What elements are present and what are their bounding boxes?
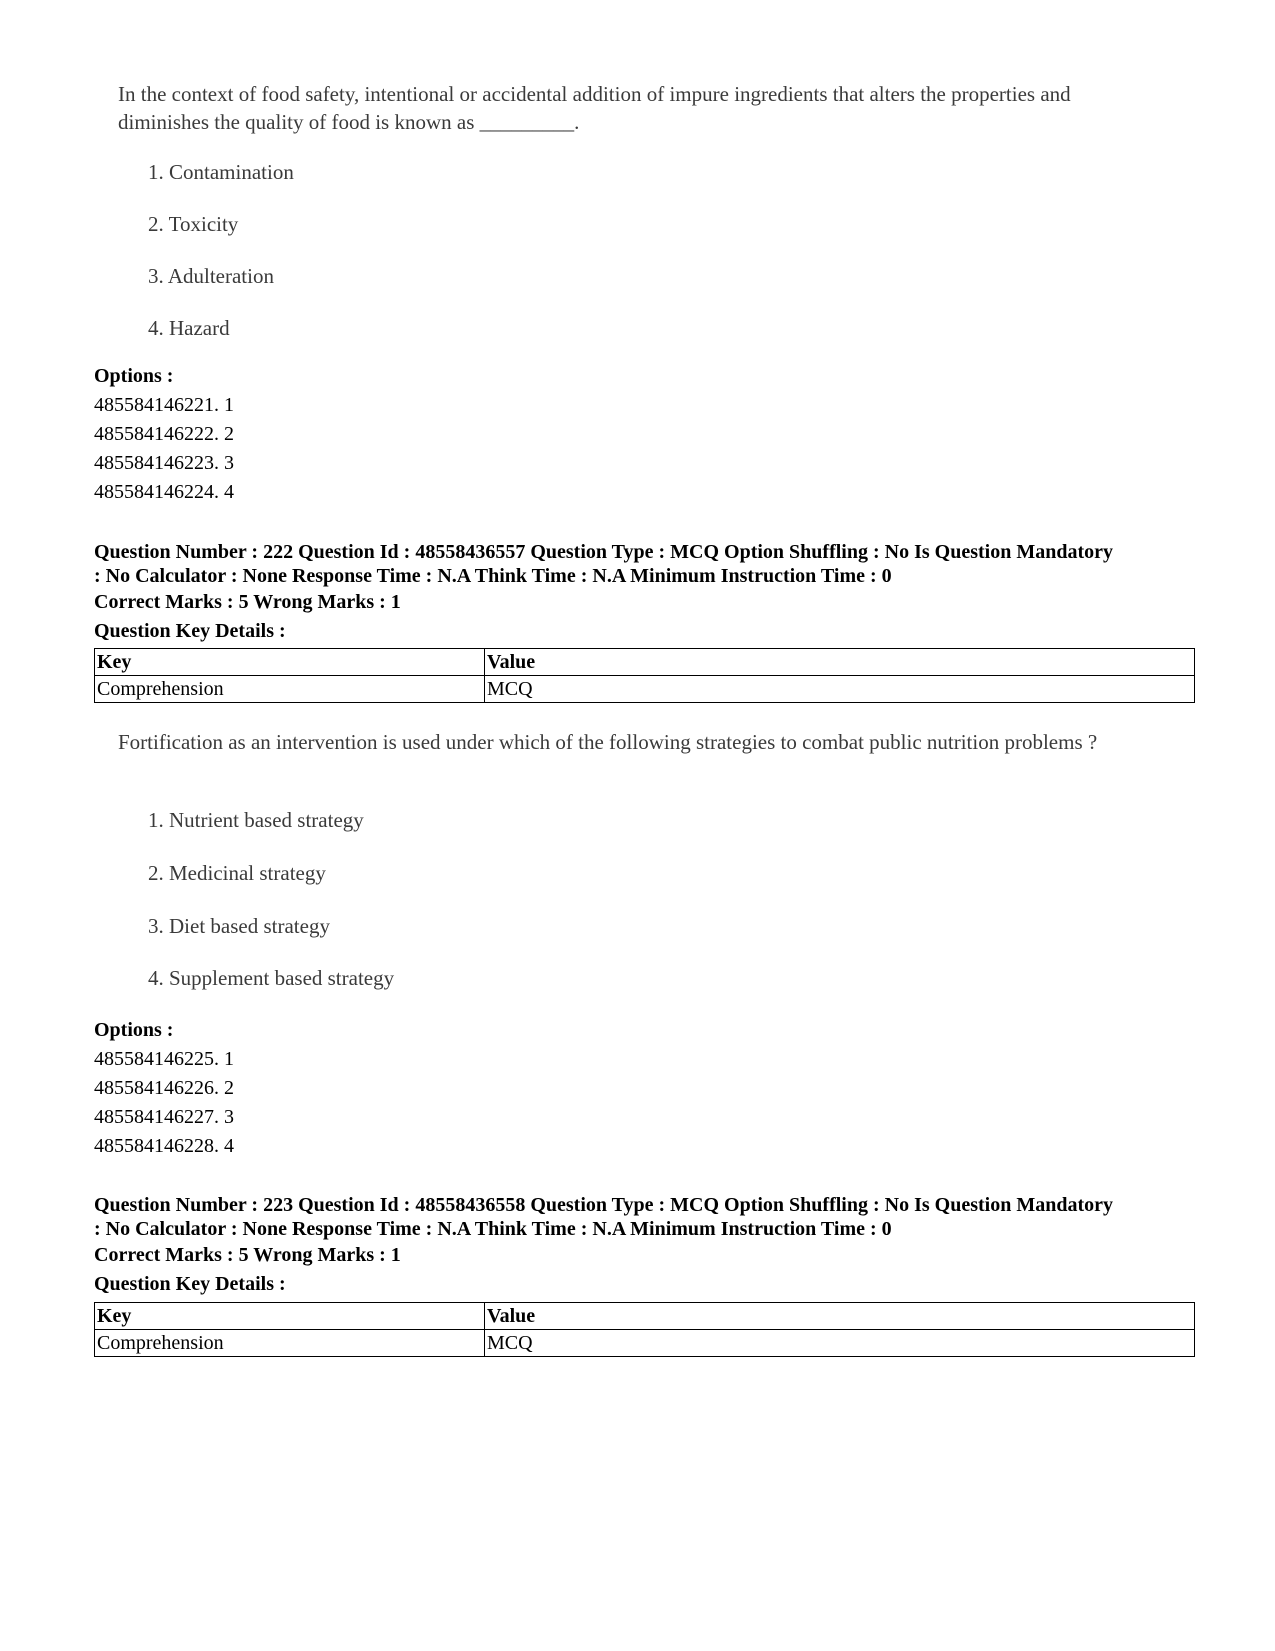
question-221-options [94, 362, 1194, 507]
table-cell-value: MCQ [485, 1330, 1195, 1357]
question-221-image [118, 80, 1178, 340]
meta-line-1: Question Number : 222 Question Id : 48558436557 Question Type : MCQ Option Shuffling : No Is Question Mandatory [94, 541, 1113, 563]
marks-line: Correct Marks : 5 Wrong Marks : 1 [94, 591, 401, 613]
meta-line-2: : No Calculator : None Response Time : N.A Think Time : N.A Minimum Instruction Time : 0 [94, 1218, 892, 1240]
choice-item: 3. Diet based strategy [148, 914, 330, 938]
options-heading: Options : [94, 365, 174, 387]
choice-item: 3. Adulteration [148, 264, 274, 288]
option-line: 485584146225. 1 [94, 1048, 234, 1070]
choice-item: 2. Medicinal strategy [148, 861, 326, 885]
choice-item: 1. Nutrient based strategy [148, 808, 364, 832]
question-223-meta [94, 1193, 1194, 1299]
option-line: 485584146221. 1 [94, 394, 234, 416]
table-header-row [95, 1303, 1195, 1330]
meta-line-1: Question Number : 223 Question Id : 48558436558 Question Type : MCQ Option Shuffling : No Is Question Mandatory [94, 1194, 1113, 1216]
table-cell-key: Comprehension [95, 1330, 485, 1357]
option-line: 485584146224. 4 [94, 481, 234, 503]
table-row [95, 676, 1195, 703]
table-row [95, 1330, 1195, 1357]
question-221-stem: In the context of food safety, intentional or accidental addition of impure ingredients that alters the properties and diminishes the quality of food is known as _________. [118, 82, 1071, 134]
choice-item: 2. Toxicity [148, 212, 239, 236]
choice-item: 4. Hazard [148, 316, 230, 340]
question-222-image [118, 728, 1178, 990]
choice-item: 4. Supplement based strategy [148, 966, 395, 990]
table-header-row [95, 649, 1195, 676]
question-222-key-table [94, 648, 1195, 703]
table-header-key: Key [95, 1303, 485, 1330]
table-header-value: Value [485, 1303, 1195, 1330]
question-222-options [94, 1016, 1194, 1161]
option-line: 485584146227. 3 [94, 1106, 234, 1128]
table-header-value: Value [485, 649, 1195, 676]
key-details-heading: Question Key Details : [94, 1273, 286, 1295]
table-header-key: Key [95, 649, 485, 676]
table-cell-value: MCQ [485, 676, 1195, 703]
option-line: 485584146222. 2 [94, 423, 234, 445]
question-223-key-table [94, 1302, 1195, 1357]
options-heading: Options : [94, 1019, 174, 1041]
option-line: 485584146228. 4 [94, 1135, 234, 1157]
question-222-meta [94, 540, 1194, 646]
table-cell-key: Comprehension [95, 676, 485, 703]
key-details-heading: Question Key Details : [94, 620, 286, 642]
meta-line-2: : No Calculator : None Response Time : N.A Think Time : N.A Minimum Instruction Time : 0 [94, 565, 892, 587]
choice-item: 1. Contamination [148, 160, 294, 184]
question-222-stem: Fortification as an intervention is used under which of the following strategies to combat public nutrition problems ? [118, 730, 1098, 754]
marks-line: Correct Marks : 5 Wrong Marks : 1 [94, 1244, 401, 1266]
option-line: 485584146226. 2 [94, 1077, 234, 1099]
option-line: 485584146223. 3 [94, 452, 234, 474]
